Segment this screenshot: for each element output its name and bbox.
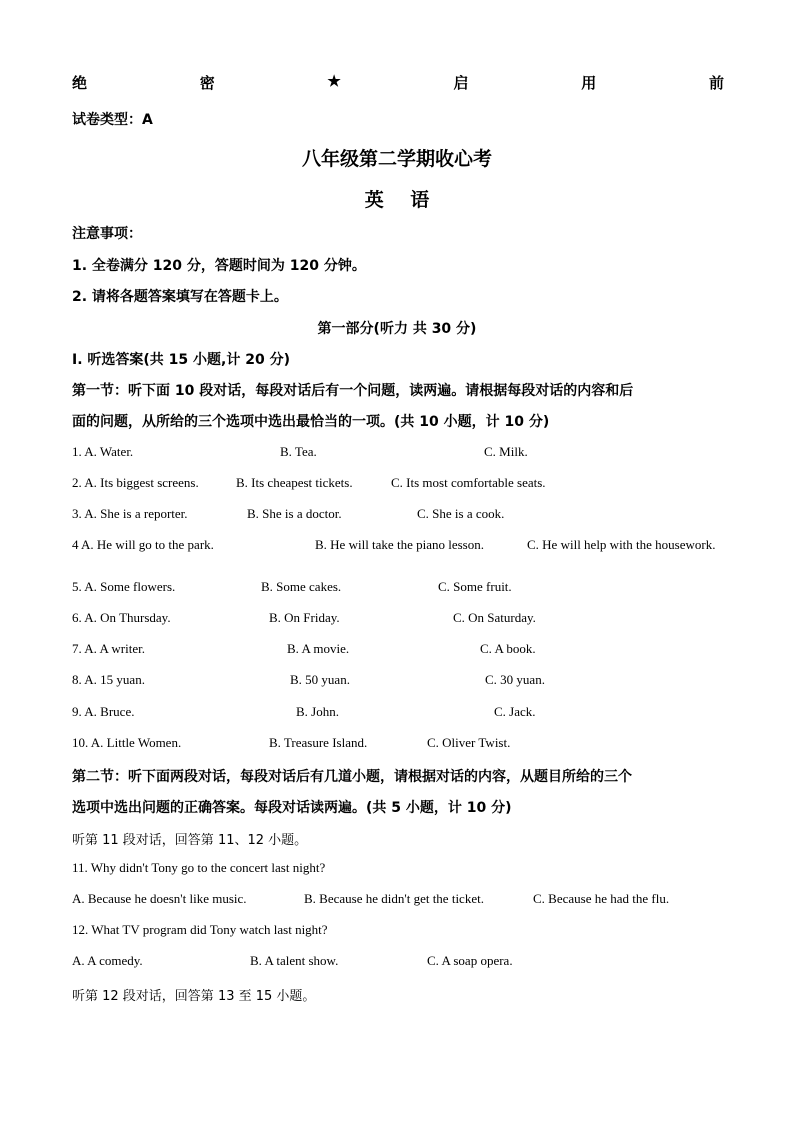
star-icon: ★ [327,72,341,90]
option-a: 5. A. Some flowers. [72,579,176,594]
option-b: B. John. [296,704,339,719]
secret-char: 前 [708,74,724,92]
option-a: 1. A. Water. [72,444,134,459]
option-c: C. A book. [480,641,536,656]
option-c: C. On Saturday. [453,610,536,625]
option-c: C. Some fruit. [438,579,512,594]
option-c: C. A soap opera. [427,953,513,968]
secret-char: 启 [453,74,469,92]
option-b: B. Because he didn't get the ticket. [304,891,484,906]
notice-item: 1. 全卷满分 120 分，答题时间为 120 分钟。 [72,258,366,274]
option-a: 2. A. Its biggest screens. [72,475,199,490]
dialog-instruction: 听第 11 段对话，回答第 11、12 小题。 [72,833,308,848]
secret-char: 绝 [72,74,88,92]
secret-char: 用 [581,74,597,92]
option-c: C. Milk. [484,444,528,459]
question-stem: 12. What TV program did Tony watch last night? [72,922,328,937]
option-b: B. She is a doctor. [247,506,342,521]
sub2-instructions: 选项中选出问题的正确答案。每段对话读两遍。(共 5 小题，计 10 分) [72,800,512,816]
option-b: B. He will take the piano lesson. [315,537,484,552]
secret-char: 密 [199,74,215,92]
subject-title: 英 语 [364,189,430,211]
option-b: B. Its cheapest tickets. [236,475,353,490]
option-b: B. 50 yuan. [290,672,350,687]
option-b: B. Treasure Island. [269,735,368,750]
option-c: C. He will help with the housework. [527,537,716,552]
option-c: C. Jack. [494,704,536,719]
sub1-instructions: 面的问题，从所给的三个选项中选出最恰当的一项。(共 10 小题，计 10 分) [72,414,550,430]
option-b: B. On Friday. [269,610,340,625]
option-a: 4 A. He will go to the park. [72,537,214,552]
option-b: B. Some cakes. [261,579,342,594]
option-a: 10. A. Little Women. [72,735,182,750]
option-c: C. Oliver Twist. [427,735,511,750]
option-b: B. A movie. [287,641,350,656]
notice-item: 2. 请将各题答案填写在答题卡上。 [72,289,288,305]
option-c: C. Because he had the flu. [533,891,670,906]
option-a: 6. A. On Thursday. [72,610,171,625]
exam-title: 八年级第二学期收心考 [301,148,492,170]
confidential-banner [72,72,724,93]
option-c: C. 30 yuan. [485,672,545,687]
option-b: B. Tea. [280,444,317,459]
option-a: A. Because he doesn't like music. [72,891,247,906]
notice-heading: 注意事项： [72,226,142,242]
option-b: B. A talent show. [250,953,339,968]
option-a: 3. A. She is a reporter. [72,506,188,521]
option-a: A. A comedy. [72,953,143,968]
question-stem: 11. Why didn't Tony go to the concert last night? [72,860,326,875]
sub1-instructions: 第一节：听下面 10 段对话，每段对话后有一个问题，读两遍。请根据每段对话的内容和后 [72,383,634,399]
part1-heading: 第一部分(听力 共 30 分) [317,321,477,337]
option-a: 8. A. 15 yuan. [72,672,145,687]
option-a: 7. A. A writer. [72,641,145,656]
sub2-instructions: 第二节：听下面两段对话，每段对话后有几道小题，请根据对话的内容，从题目所给的三个 [72,769,632,785]
option-c: C. Its most comfortable seats. [391,475,546,490]
option-c: C. She is a cook. [417,506,505,521]
section1-title: Ⅰ. 听选答案(共 15 小题,计 20 分) [72,352,290,368]
dialog-instruction: 听第 12 段对话，回答第 13 至 15 小题。 [72,989,316,1004]
paper-type: 试卷类型：A [72,112,153,128]
option-a: 9. A. Bruce. [72,704,135,719]
